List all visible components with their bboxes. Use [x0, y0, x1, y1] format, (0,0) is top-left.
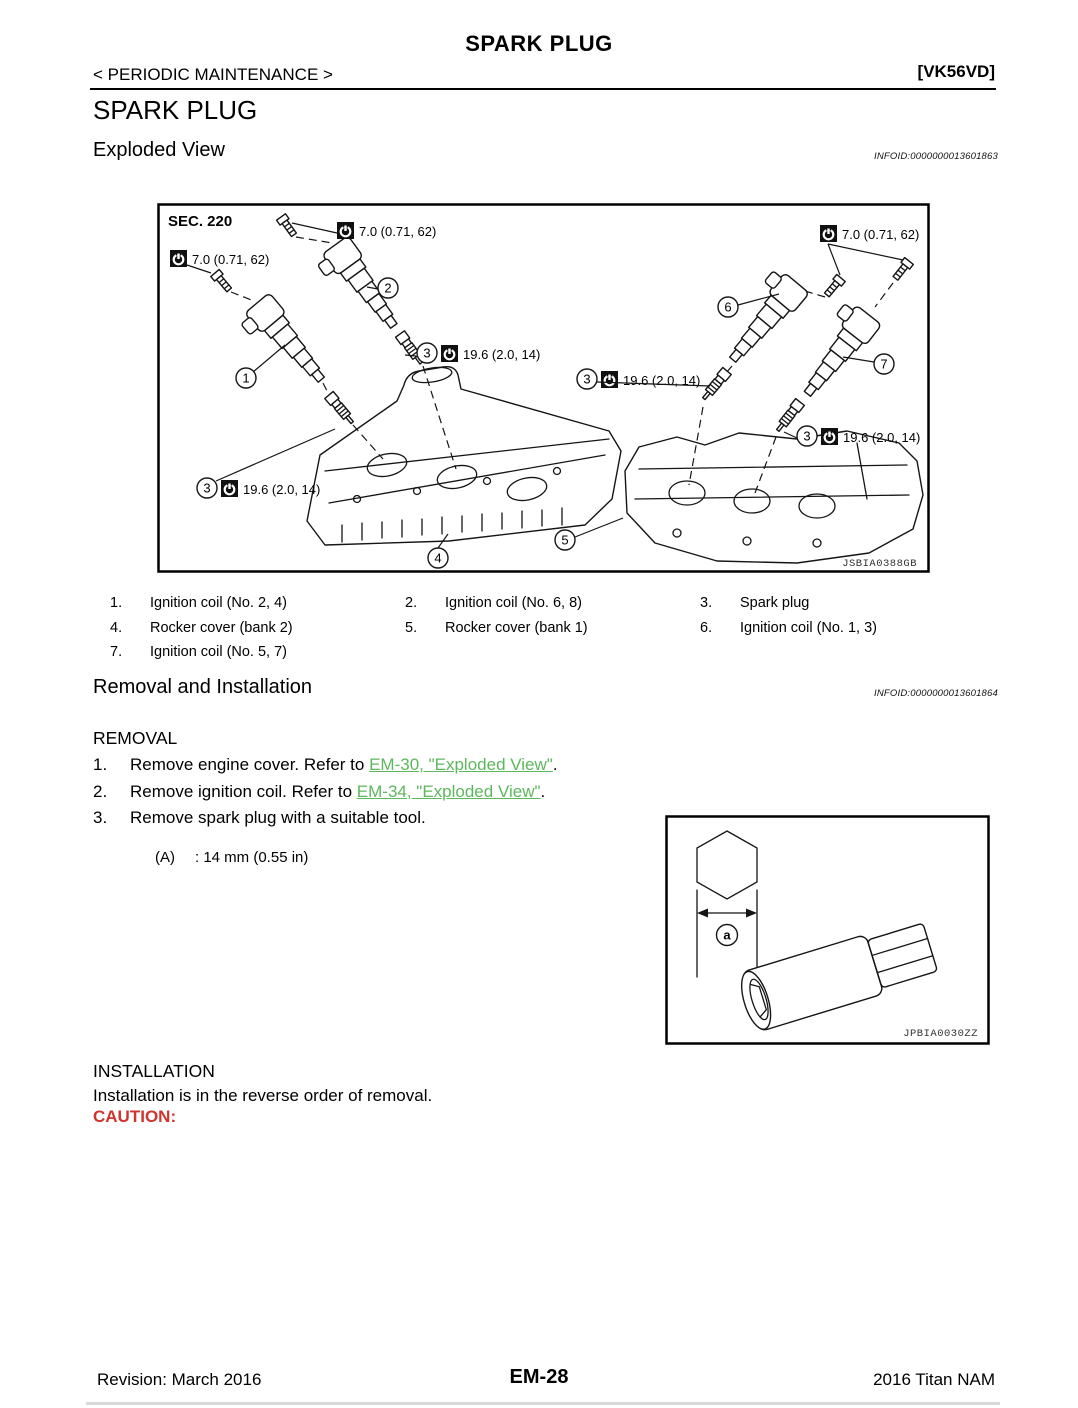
- exploded-view-heading: Exploded View: [93, 139, 225, 161]
- legend-label: Rocker cover (bank 2): [150, 619, 293, 636]
- svg-text:19.6 (2.0, 14): 19.6 (2.0, 14): [243, 482, 321, 497]
- infoid-removal-installation: INFOID:0000000013601864: [874, 688, 998, 699]
- exploded-view-diagram: [157, 203, 930, 573]
- torque-wrench-icon: [170, 250, 187, 267]
- removal-step: [93, 755, 653, 782]
- engine-variant: [VK56VD]: [917, 62, 995, 81]
- header-divider: [90, 88, 996, 90]
- step-text: [130, 755, 558, 775]
- torque-wrench-icon: [221, 480, 238, 497]
- legend-num: 1.: [110, 595, 123, 611]
- step-text-prefix: Remove ignition coil. Refer to: [130, 781, 357, 801]
- step-text-suffix: .: [540, 781, 546, 801]
- step-text: Remove spark plug with a suitable tool.: [130, 808, 426, 827]
- parts-legend: [110, 595, 994, 669]
- link-em30-exploded-view[interactable]: EM-30, "Exploded View": [369, 755, 553, 774]
- removal-installation-heading: Removal and Installation: [93, 676, 313, 698]
- link-em34-exploded-view[interactable]: EM-34, "Exploded View": [356, 781, 541, 801]
- page-title: SPARK PLUG: [93, 95, 258, 125]
- spark-plug-socket-figure: [665, 815, 990, 1045]
- torque-wrench-icon: [601, 371, 618, 388]
- svg-text:3: 3: [803, 428, 811, 444]
- step-text: [130, 782, 545, 802]
- legend-item: [110, 620, 405, 645]
- legend-item: [700, 595, 994, 620]
- step-text-suffix: .: [552, 755, 558, 774]
- svg-text:7.0 (0.71, 62): 7.0 (0.71, 62): [359, 224, 437, 239]
- legend-label: Rocker cover (bank 1): [445, 619, 588, 636]
- socket-size-note: [155, 849, 308, 866]
- socket-size-value: : 14 mm (0.55 in): [195, 849, 309, 866]
- removal-heading: REMOVAL: [93, 728, 178, 748]
- removal-steps: [93, 755, 653, 835]
- step-number: 2.: [93, 781, 108, 801]
- svg-text:1: 1: [242, 370, 250, 386]
- torque-wrench-icon: [337, 222, 354, 239]
- svg-text:3: 3: [203, 480, 211, 496]
- removal-step: [93, 782, 653, 809]
- legend-label: Ignition coil (No. 5, 7): [150, 644, 288, 660]
- svg-text:7.0 (0.71, 62): 7.0 (0.71, 62): [192, 252, 270, 267]
- svg-text:19.6 (2.0, 14): 19.6 (2.0, 14): [843, 430, 921, 445]
- legend-label: Ignition coil (No. 1, 3): [740, 619, 878, 636]
- torque-wrench-icon: [821, 428, 838, 445]
- svg-text:7: 7: [880, 356, 888, 372]
- caution-label: CAUTION:: [93, 1107, 177, 1126]
- sec-label: SEC. 220: [168, 213, 233, 230]
- installation-heading: INSTALLATION: [93, 1061, 215, 1081]
- legend-item: [405, 595, 700, 620]
- svg-text:19.6 (2.0, 14): 19.6 (2.0, 14): [623, 373, 701, 388]
- legend-num: 2.: [405, 595, 418, 611]
- page-bottom-edge: [86, 1402, 1000, 1405]
- removal-step: [93, 808, 653, 835]
- legend-num: 6.: [700, 619, 713, 636]
- doc-title: SPARK PLUG: [465, 31, 613, 56]
- svg-text:3: 3: [423, 345, 431, 361]
- legend-label: Ignition coil (No. 2, 4): [150, 595, 288, 611]
- installation-body: Installation is in the reverse order of removal.: [93, 1086, 433, 1105]
- diagram-image-code: JSBIA0388GB: [842, 558, 917, 570]
- socket-size-label: (A): [155, 849, 175, 866]
- footer-model: 2016 Titan NAM: [873, 1370, 995, 1389]
- legend-num: 3.: [700, 595, 713, 611]
- legend-num: 4.: [110, 619, 123, 636]
- footer-page-number: EM-28: [509, 1366, 569, 1388]
- legend-item: [110, 595, 405, 620]
- legend-num: 5.: [405, 619, 418, 636]
- torque-wrench-icon: [441, 345, 458, 362]
- svg-text:19.6 (2.0, 14): 19.6 (2.0, 14): [463, 347, 541, 362]
- breadcrumb: < PERIODIC MAINTENANCE >: [93, 65, 333, 84]
- legend-item: [110, 644, 405, 669]
- step-number: 1.: [93, 755, 108, 774]
- step-number: 3.: [93, 808, 108, 827]
- svg-text:3: 3: [583, 371, 591, 387]
- legend-label: Spark plug: [740, 595, 810, 611]
- legend-item: [700, 620, 994, 645]
- legend-label: Ignition coil (No. 6, 8): [445, 595, 583, 611]
- svg-text:4: 4: [434, 550, 442, 566]
- footer-revision: Revision: March 2016: [97, 1370, 262, 1389]
- legend-item: [405, 620, 700, 645]
- infoid-exploded-view: INFOID:0000000013601863: [874, 151, 998, 162]
- torque-wrench-icon: [820, 225, 837, 242]
- svg-text:2: 2: [384, 280, 392, 296]
- legend-num: 7.: [110, 644, 123, 660]
- dim-label-a: a: [723, 927, 731, 943]
- figure-image-code: JPBIA0030ZZ: [903, 1028, 978, 1040]
- svg-text:5: 5: [561, 532, 569, 548]
- svg-text:7.0 (0.71, 62): 7.0 (0.71, 62): [842, 227, 920, 242]
- svg-text:6: 6: [724, 299, 732, 315]
- rocker-cover-bank1: [625, 428, 923, 563]
- step-text-prefix: Remove engine cover. Refer to: [130, 755, 370, 774]
